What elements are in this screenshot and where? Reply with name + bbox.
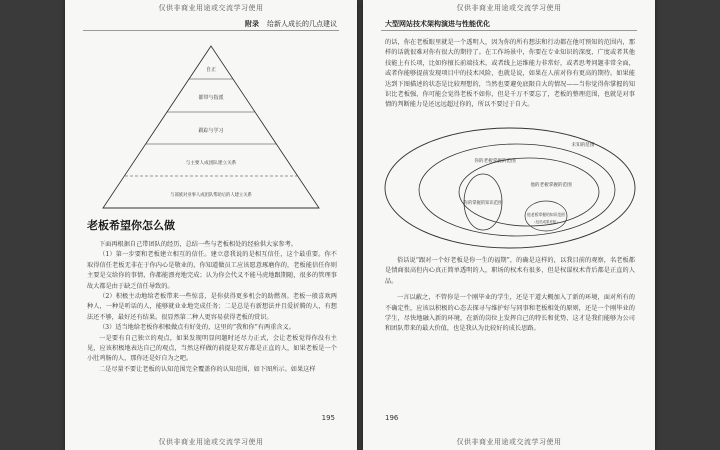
mine-label: 你的掌握的知识范围 xyxy=(463,201,503,206)
paragraph: 的话，你在老板眼里就是一个透明人，因为你的所有想法和行动都在他可预知的范围内，那样的话就很难对你有很大的期待了。在工作场景中，你要在专业知识的深度、广度或者其他技能上有长项，比如你擅长前端技术，或者线上运维能力非常好，或者思考问题非常全面，或者你能够提前发现项目中的技术风险，也就是说，如果在人前对你有更高的期待。如果能达到下图描述的状态是比较理想的，当然也要避免底限自大的情况——当你觉得你掌握的知识比老板强，你可能会觉得老板不如你，但是千万不要忘了，老板的整理范围，也就是对事情的判断能力是还远远超过你的，所以不要过于自大。 xyxy=(385,39,635,109)
watermark-top: 仅供非商业用途或交流学习使用 xyxy=(456,4,562,12)
watermark-bottom: 仅供非商业用途或交流学习使用 xyxy=(158,438,264,446)
page-number: 196 xyxy=(385,414,399,422)
right-body-text-top xyxy=(385,38,635,111)
header-rule xyxy=(83,30,339,31)
right-page xyxy=(363,0,655,450)
paragraph: 俗话说“跟对一个好老板是你一生的福期”，的确是这样的，以我目前的观察，名老板都是情商很高但内心真正简单透明的人，职场的权术有很多，但是权谋权术背后都是正直的人品。 xyxy=(385,257,635,285)
pyramid-level-5: 与部族对业事人成团队帮助后的人建立关系 xyxy=(170,193,252,198)
paragraph: 一是要有自己独立的观点，如果发现明显问题时还尽力正式，会让老板觉得你没有主见，应该积极地表达自己的观点，当然这样做的前提是双方都是正直的人，如果老板是一个小肚鸡肠的人，那你还是好自为之吧。 xyxy=(87,334,337,363)
paragraph: 下面再根据自己带团队的经历，总结一些与老板相处的经验供大家参考。 xyxy=(99,241,297,248)
runhead-title: 给新人成长的几点建议 xyxy=(267,20,337,28)
section-heading: 老板希望你怎么做 xyxy=(87,219,175,232)
running-header xyxy=(245,19,337,29)
watermark-bottom: 仅供非商业用途或交流学习使用 xyxy=(456,438,562,446)
outer-label: 未知的范围 xyxy=(571,143,595,148)
overlap-label: 他老板掌握的知识范围 xyxy=(527,212,565,217)
watermark-top: 仅供非商业用途或交流学习使用 xyxy=(158,4,264,12)
left-body-text xyxy=(87,240,337,375)
pyramid-level-4: 与主要人成团队建立关系 xyxy=(185,161,237,166)
overlap-sub-label: （包括成果老板） xyxy=(532,220,560,224)
pyramid-level-1: 自正 xyxy=(205,67,217,73)
unknown-range-ellipse xyxy=(385,128,635,248)
running-header: 大型网站技术架构演进与性能优化 xyxy=(385,20,490,28)
left-page xyxy=(65,0,357,450)
mid-label: 他的老板掌握的范围 xyxy=(530,183,572,188)
paragraph: 二是尽量不要让老板的认知范围完全覆盖你的认知范围，如下图所示。如果这样 xyxy=(99,365,316,373)
paragraph: （1）第一步要和老板建立相互的信任。建立意我说的是相互信任，这个最重要。你不取得信任老板无非在于你内心是敬业的，你知道做员工应该愿意琢磨你的，老板能信任你则主要是交给你的事情，你都能漂亮地完成；认为你会代义不能马虎地跟期随，很多的管理事故大都是由于缺乏信任导致的。 xyxy=(87,251,337,290)
pyramid-diagram xyxy=(95,44,327,212)
paragraph: （3）适当地给老板你积极做点有好处的，这里的“我和你”有两重含义。 xyxy=(99,324,295,332)
right-body-text-bottom xyxy=(385,256,635,335)
boss-boss-range-ellipse xyxy=(419,144,615,236)
pyramid-level-3: 跟踪与学习 xyxy=(198,128,224,134)
runhead-label: 附录 xyxy=(245,20,259,28)
pyramid-level-2: 都带与指派 xyxy=(198,95,224,101)
page-number: 195 xyxy=(321,414,335,422)
paragraph: 一言以蔽之，不管你是一个刚毕业的学生，还是干道大概加入了新的环境，面对所有的不确定性，应该以积极的心态去探寻与维护好与同事和老板相处的原则，还是一个刚毕业的学生，尽快地融入新的环境，在新的岗位上发挥自己的特长和优势，这才是我们能够为公司和团队带来的最大价值，也是我认为比较好的成长思路。 xyxy=(385,294,635,333)
boss-label: 你的老板掌握的范围 xyxy=(474,159,516,164)
knowledge-venn-diagram xyxy=(383,126,637,250)
paragraph: （2）积极主动地给老板带来一些惊喜，是你获得更多机会的助燃剂。老板一般喜欢两种人，一种是听话的人，能够就业业地完成任务；二是总是有新想法并且爱折腾的人，有想法还不够，最好还有结果。很显然第二种人更容易获得老板的赏识。 xyxy=(87,293,337,321)
header-rule xyxy=(381,30,637,31)
